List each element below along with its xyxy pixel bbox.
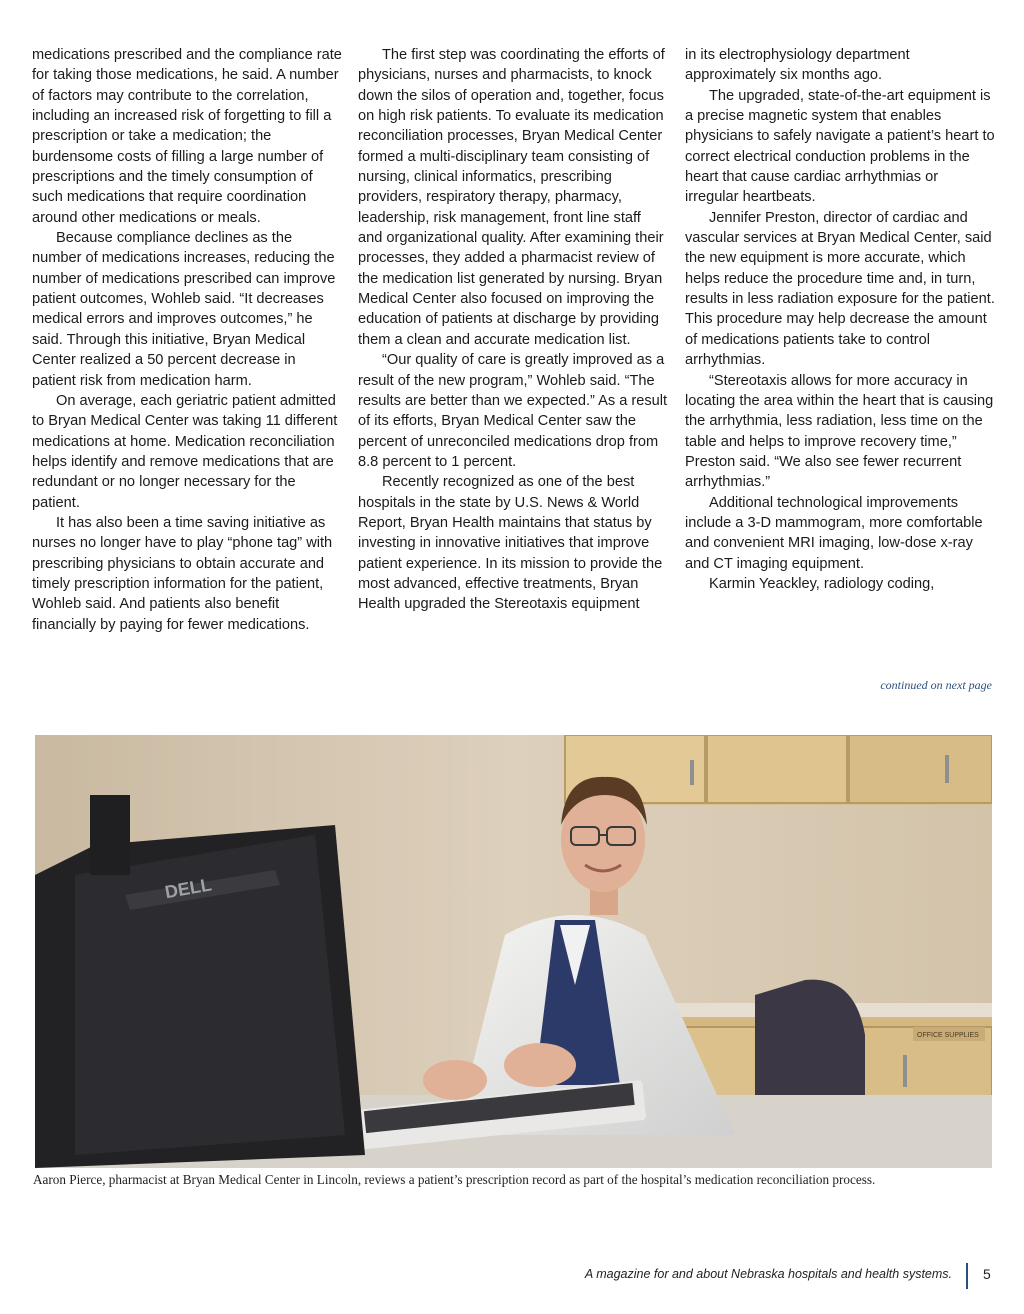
paragraph: On average, each geriatric patient admitted to Bryan Medical Center was taking 11 different medications at home. Medication reconciliation helps identify and remove medications that are redundant or no longer necessary for the patient.: [32, 392, 338, 511]
photo-pharmacist: [35, 735, 992, 1168]
paragraph: The first step was coordinating the efforts of physicians, nurses and pharmacists, to knock down the silos of operation and, together, focus on high risk patients. To evaluate its medication reconciliation processes, Bryan Medical Center formed a multi-disciplinary team consisting of nursing, clinical informatics, prescribing providers, respiratory therapy, pharmacy, leadership, risk management, front line staff and organizational quality. After examining their processes, they added a pharmacist review of the medication list generated by nursing. Bryan Medical Center also focused on improving the education of patients at discharge by providing them a clean and accurate medication list.: [358, 47, 665, 348]
cabinet-label: OFFICE SUPPLIES: [917, 1032, 979, 1039]
page-number: 5: [983, 1266, 991, 1282]
paragraph: Jennifer Preston, director of cardiac and vascular services at Bryan Medical Center, said the new equipment is more accurate, which helps reduce the procedure time and, in turn, results in less radiation exposure for the patient. This procedure may help decrease the amount of medications patients take to control arrhythmias.: [685, 209, 995, 369]
paragraph: “Our quality of care is greatly improved as a result of the new program,” Wohleb said. “The results are better than we expected.” As a result of its efforts, Bryan Medical Center saw the percent of unreconciled medications drop from 8.8 percent to 1 percent.: [358, 352, 668, 470]
continued-note: continued on next page: [880, 678, 992, 692]
paragraph: The upgraded, state-of-the-art equipment is a precise magnetic system that enables physicians to safely navigate a patient’s heart to correct electrical conduction problems in the heart that cause cardiac arrhythmias or irregular heartbeats.: [685, 87, 995, 206]
paragraph: in its electrophysiology department approximately six months ago.: [685, 47, 910, 84]
footer-tagline: A magazine for and about Nebraska hospitals and health systems.: [584, 1267, 952, 1281]
paragraph: Recently recognized as one of the best hospitals in the state by U.S. News & World Report, Bryan Health maintains that status by investing in innovative initiatives that improve patient experience. In its mission to provide the most advanced, effective treatments, Bryan Health upgraded the Stereotaxis equipment: [358, 474, 663, 613]
text-column-3: [685, 45, 995, 594]
paragraph: Karmin Yeackley, radiology coding,: [709, 575, 935, 592]
photo-illustration: [35, 735, 992, 1168]
footer-divider: [966, 1263, 968, 1289]
paragraph: Additional technological improvements include a 3-D mammogram, more comfortable and convenient MRI imaging, low-dose x-ray and CT imaging equipment.: [685, 494, 983, 572]
text-column-2: [358, 45, 668, 615]
paragraph: medications prescribed and the compliance rate for taking those medications, he said. A number of factors may contribute to the correlation, including an increased risk of forgetting to fill a prescription or take a medication; the burdensome costs of filling a large number of prescriptions and the timely consumption of such medications that require coordination around other medications or meals.: [32, 47, 342, 226]
monitor-brand: DELL: [163, 874, 214, 903]
text-column-1: [32, 45, 342, 635]
paragraph: Because compliance declines as the number of medications increases, reducing the number of medications prescribed can improve patient outcomes, Wohleb said. “It decreases medical errors and improves outcomes,” he said. Through this initiative, Bryan Medical Center realized a 50 percent decrease in patient risk from medication harm.: [32, 230, 336, 389]
paragraph: It has also been a time saving initiative as nurses no longer have to play “phone tag” with prescribing physicians to obtain accurate and timely prescription information for the patient, Wohleb said. And patients also benefit financially by paying for fewer medications.: [32, 514, 333, 633]
paragraph: “Stereotaxis allows for more accuracy in locating the area within the heart that is causing the arrhythmia, less radiation, less time on the table and helps to improve recovery time,” Preston said. “We also see fewer recurrent arrhythmias.”: [685, 372, 994, 491]
photo-caption: Aaron Pierce, pharmacist at Bryan Medical Center in Lincoln, reviews a patient’s prescription record as part of the hospital’s medication reconciliation process.: [33, 1172, 876, 1187]
